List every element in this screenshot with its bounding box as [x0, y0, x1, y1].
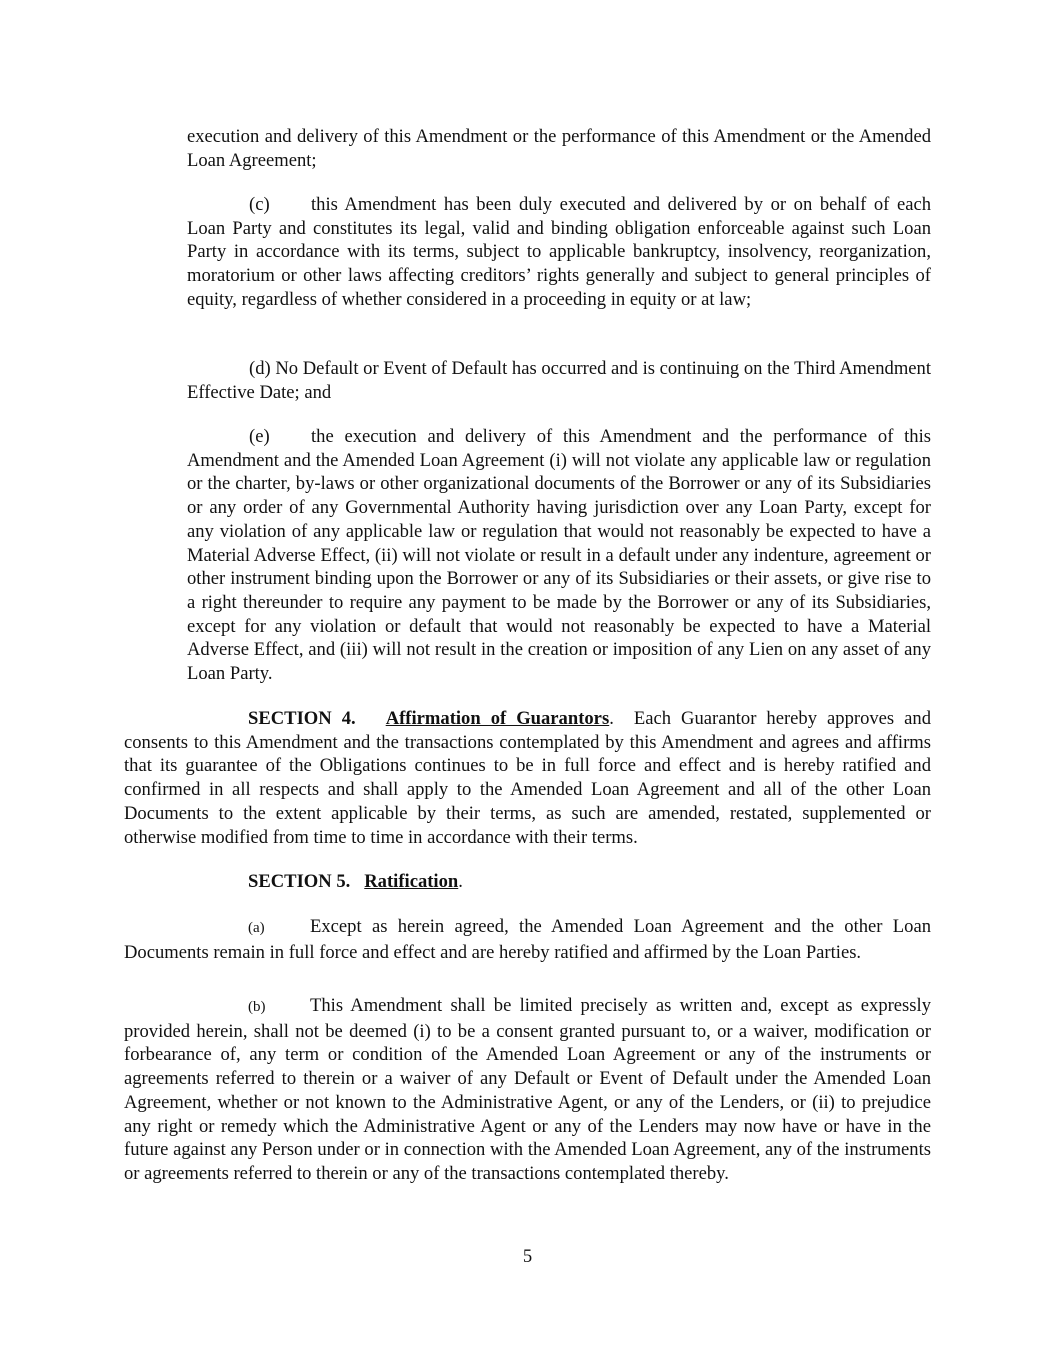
paragraph-e	[187, 425, 931, 686]
paragraph-label: (a)	[248, 920, 265, 936]
paragraph-label: (e)	[249, 426, 270, 447]
paragraph-text: This Amendment shall be limited precisely as written and, except as expressly provided herein, shall not be deemed (i) to be a consent granted pursuant to, or a waiver, modification or forbearance of, any term or condition of the Amended Loan Agreement or any of the instruments or agreements referred to therein or a waiver of any Default or Event of Default under the Amended Loan Agreement, whether or not known to the Administrative Agent, or any of the Lenders, or (ii) to prejudice any right or remedy which the Administrative Agent or any of the Lenders may now have or have in the future against any Person under or in connection with the Amended Loan Agreement, any of the instruments or agreements referred to therein or any of the transactions contemplated thereby.	[124, 995, 931, 1184]
section-4	[124, 707, 931, 849]
paragraph-d	[187, 357, 931, 404]
paragraph-continuation	[187, 125, 931, 172]
paragraph-label: (c)	[249, 194, 270, 215]
section-5-heading	[124, 870, 931, 894]
section-number: SECTION 5.	[248, 871, 351, 892]
paragraph-text: Except as herein agreed, the Amended Loan Agreement and the other Loan Documents remain in full force and effect and are hereby ratified and affirmed by the Loan Parties.	[124, 916, 931, 963]
paragraph-5a	[124, 915, 931, 964]
section-title-period: .	[458, 871, 463, 892]
section-number: SECTION 4.	[248, 708, 356, 729]
paragraph-text: this Amendment has been duly executed and delivered by or on behalf of each Loan Party and constitutes its legal, valid and binding obligation enforceable against such Loan Party in accordance with its terms, subject to applicable bankruptcy, insolvency, reorganization, moratorium or other laws affecting creditors’ rights generally and subject to general principles of equity, regardless of whether considered in a proceeding in equity or at law;	[187, 194, 931, 310]
paragraph-text: execution and delivery of this Amendment or the performance of this Amendment or the Amended Loan Agreement;	[187, 126, 931, 171]
section-title-period: .	[609, 708, 614, 729]
section-title: Ratification	[364, 871, 459, 892]
section-title: Affirmation of Guarantors	[385, 708, 610, 729]
page-number: 5	[522, 1246, 533, 1267]
paragraph-c	[187, 193, 931, 312]
section-text: Each Guarantor hereby approves and consents to this Amendment and the transactions contemplated by this Amendment and agrees and affirms that its guarantee of the Obligations continues to be in full force and effect and is hereby ratified and confirmed in all respects and shall apply to the Amended Loan Agreement and all of the other Loan Documents to the extent applicable by their terms, as such are amended, restated, supplemented or otherwise modified from time to time in accordance with their terms.	[124, 708, 932, 848]
paragraph-text: the execution and delivery of this Amendment and the performance of this Amendment and the Amended Loan Agreement (i) will not violate any applicable law or regulation or the charter, by-laws or other organizational documents of the Borrower or any of its Subsidiaries or any order of any Governmental Authority having jurisdiction over any Loan Party, except for any violation of any applicable law or regulation that would not reasonably be expected to have a Material Adverse Effect, (ii) will not violate or result in a default under any indenture, agreement or other instrument binding upon the Borrower or any of its Subsidiaries or their assets, or give rise to a right thereunder to require any payment to be made by the Borrower or any of its Subsidiaries, except for any violation or default that would not reasonably be expected to have a Material Adverse Effect, and (iii) will not result in the creation or imposition of any Lien on any asset of any Loan Party.	[187, 426, 931, 685]
paragraph-text: (d) No Default or Event of Default has occurred and is continuing on the Third Amendment Effective Date; and	[187, 358, 931, 403]
paragraph-label: (b)	[248, 999, 266, 1015]
paragraph-5b	[124, 994, 931, 1186]
